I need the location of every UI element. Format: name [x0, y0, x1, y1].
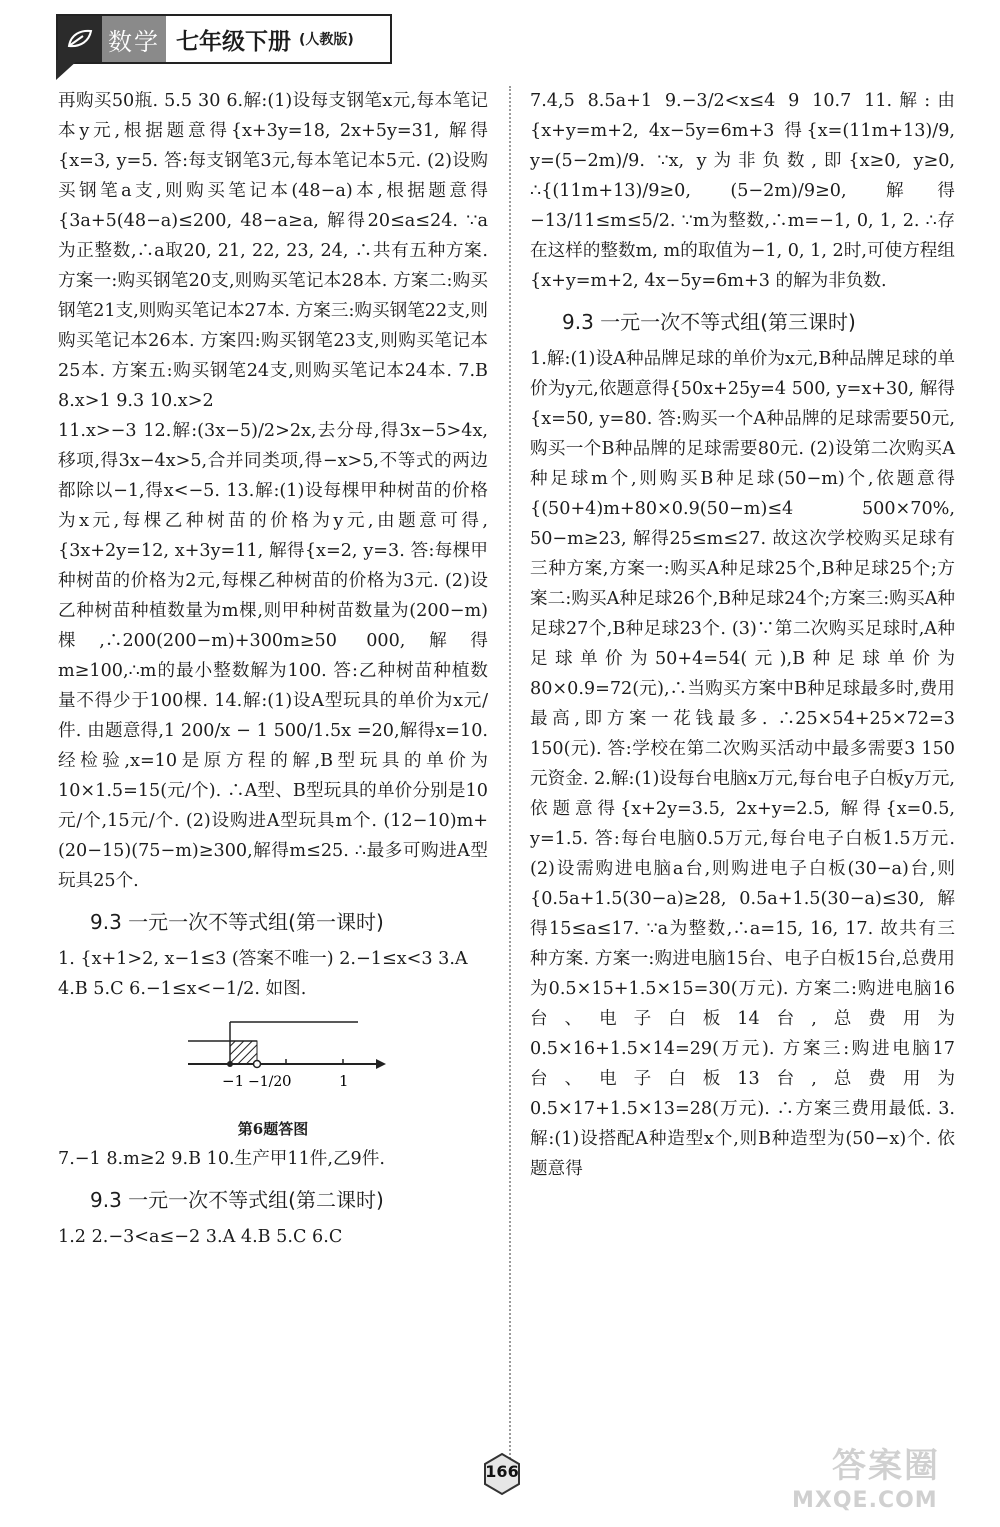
- answer-paragraph: 4.B 5.C 6.−1≤x<−1/2. 如图.: [58, 979, 307, 999]
- watermark-logo: 答案圈: [832, 1446, 940, 1486]
- tick-label: −1: [222, 1072, 245, 1090]
- section-title: 9.3 一元一次不等式组(第二课时): [90, 1188, 384, 1212]
- closed-point: [227, 1061, 233, 1067]
- section-title: 9.3 一元一次不等式组(第一课时): [90, 910, 384, 934]
- answer-paragraph: 7.4,5 8.5a+1 9.−3/2<x≤4 9 10.7 11.解:由{x+y=m+2, 4x−5y=6m+3 得{x=(11m+13)/9, y=(5−2m)/9. ∵x, y为非负数,即{x≥0, y≥0, ∴{(11m+13)/9≥0, (5−2m)/9≥0, 解得−13/11≤m≤5/2. ∵m为整数,∴m=−1, 0, 1, 2. ∴存在这样的整数m, m的取值为−1, 0, 1, 2时,可使方程组{x+y=m+2, 4x−5y=6m+3 的解为非负数.: [530, 91, 955, 291]
- open-point: [254, 1061, 261, 1068]
- solution-region: [230, 1041, 257, 1064]
- answer-paragraph: 1.解:(1)设A种品牌足球的单价为x元,B种品牌足球的单价为y元,依题意得{50x+25y=4 500, y=x+30, 解得{x=50, y=80. 答:购买一个A种品牌的足球需要50元,购买一个B种品牌的足球需要80元. (2)设第二次购买A种足球m个,则购买B种足球(50−m)个,依题意得{(50+4)m+80×0.9(50−m)≤4 500×70%, 50−m≥23, 解得25≤m≤27. 故这次学校购买足球有三种方案,方案一:购买A种足球25个,B种足球25个;方案二:购买A种足球26个,B种足球24个;方案三:购买A种足球27个,B种足球23个. (3)∵第二次购买足球时,A种足球单价为50+4=54(元),B种足球单价为80×0.9=72(元),∴当购买方案中B种足球最多时,费用最高,即方案一花钱最多. ∴25×54+25×72=3 150(元). 答:学校在第二次购买活动中最多需要3 150元资金. 2.解:(1)设每台电脑x万元,每台电子白板y万元,依题意得{x+2y=3.5, 2x+y=2.5, 解得{x=0.5, y=1.5. 答:每台电脑0.5万元,每台电子白板1.5万元. (2)设需购进电脑a台,则购进电子白板(30−a)台,则{0.5a+1.5(30−a)≥28, 0.5a+1.5(30−a)≤30, 解得15≤a≤17. ∵a为整数,∴a=15, 16, 17. 故共有三种方案. 方案一:购进电脑15台、电子白板15台,总费用为0.5×15+1.5×15=30(万元). 方案二:购进电脑16台、电子白板14台,总费用为0.5×16+1.5×14=29(万元). 方案三:购进电脑17台、电子白板13台,总费用为0.5×17+1.5×13=28(万元). ∴方案三费用最低. 3.解:(1)设搭配A种造型x个,则B种造型为(50−x)个. 依题意得: [530, 349, 955, 1179]
- tick-label: 0: [282, 1072, 292, 1090]
- answer-paragraph: 11.x>−3 12.解:(3x−5)/2>2x,去分母,得3x−5>4x,移项,得3x−4x>5,合并同类项,得−x>5,不等式的两边都除以−1,得x<−5. 13.解:(1)设每棵甲种树苗的价格为x元,每棵乙种树苗的价格为y元,由题意可得,{3x+2y=12, x+3y=11, 解得{x=2, y=3. 答:每棵甲种树苗的价格为2元,每棵乙种树苗的价格为3元. (2)设乙种树苗种植数量为m棵,则甲种树苗数量为(200−m)棵,∴200(200−m)+300m≥50 000,解得m≥100,∴m的最小整数解为100. 答:乙种树苗种植数量不得少于100棵. 14.解:(1)设A型玩具的单价为x元/件. 由题意得,1 200/x − 1 500/1.5x =20,解得x=10. 经检验,x=10是原方程的解,B型玩具的单价为10×1.5=15(元/个). ∴A型、B型玩具的单价分别是10元/个,15元/个. (2)设购进A型玩具m个. (12−10)m+(20−15)(75−m)≥300,解得m≤25. ∴最多可购进A型玩具25个.: [58, 421, 488, 891]
- section-title: 9.3 一元一次不等式组(第三课时): [562, 310, 856, 334]
- answer-paragraph: 1.2 2.−3<a≤−2 3.A 4.B 5.C 6.C: [58, 1227, 343, 1247]
- leaf-icon: [58, 16, 102, 62]
- grade-label: 七年级下册: [176, 28, 291, 55]
- right-column: [530, 86, 955, 1184]
- tick-label: 1: [339, 1072, 349, 1090]
- subject-label: 数学: [102, 16, 166, 62]
- number-line: [58, 1014, 488, 1106]
- answer-paragraph: 1. {x+1>2, x−1≤3 (答案不唯一) 2.−1≤x<3 3.A: [58, 949, 468, 969]
- figure-caption: 第6题答图: [237, 1120, 309, 1138]
- axis-arrow: [376, 1059, 386, 1069]
- page-number: 166: [485, 1462, 519, 1481]
- column-divider: [509, 86, 511, 1466]
- watermark-url: MXQE.COM: [792, 1488, 938, 1513]
- edition-label: (人教版): [299, 32, 354, 48]
- answer-paragraph: 再购买50瓶. 5.5 30 6.解:(1)设每支钢笔x元,每本笔记本y元,根据题意得{x+3y=18, 2x+5y=31, 解得{x=3, y=5. 答:每支钢笔3元,每本笔记本5元. (2)设购买钢笔a支,则购买笔记本(48−a)本,根据题意得{3a+5(48−a)≤200, 48−a≥a, 解得20≤a≤24. ∵a为正整数,∴a取20, 21, 22, 23, 24, ∴共有五种方案. 方案一:购买钢笔20支,则购买笔记本28本. 方案二:购买钢笔21支,则购买笔记本27本. 方案三:购买钢笔22支,则购买笔记本26本. 方案四:购买钢笔23支,则购买笔记本25本. 方案五:购买钢笔24支,则购买笔记本24本. 7.B 8.x>1 9.3 10.x>2: [58, 91, 488, 411]
- book-header: [56, 14, 392, 64]
- tick-label: −1/2: [248, 1074, 283, 1090]
- number-line-figure: [58, 1014, 488, 1140]
- left-column: [58, 86, 488, 1252]
- header-tab-decoration: [56, 60, 78, 80]
- answer-paragraph: 7.−1 8.m≥2 9.B 10.生产甲11件,乙9件.: [58, 1149, 385, 1169]
